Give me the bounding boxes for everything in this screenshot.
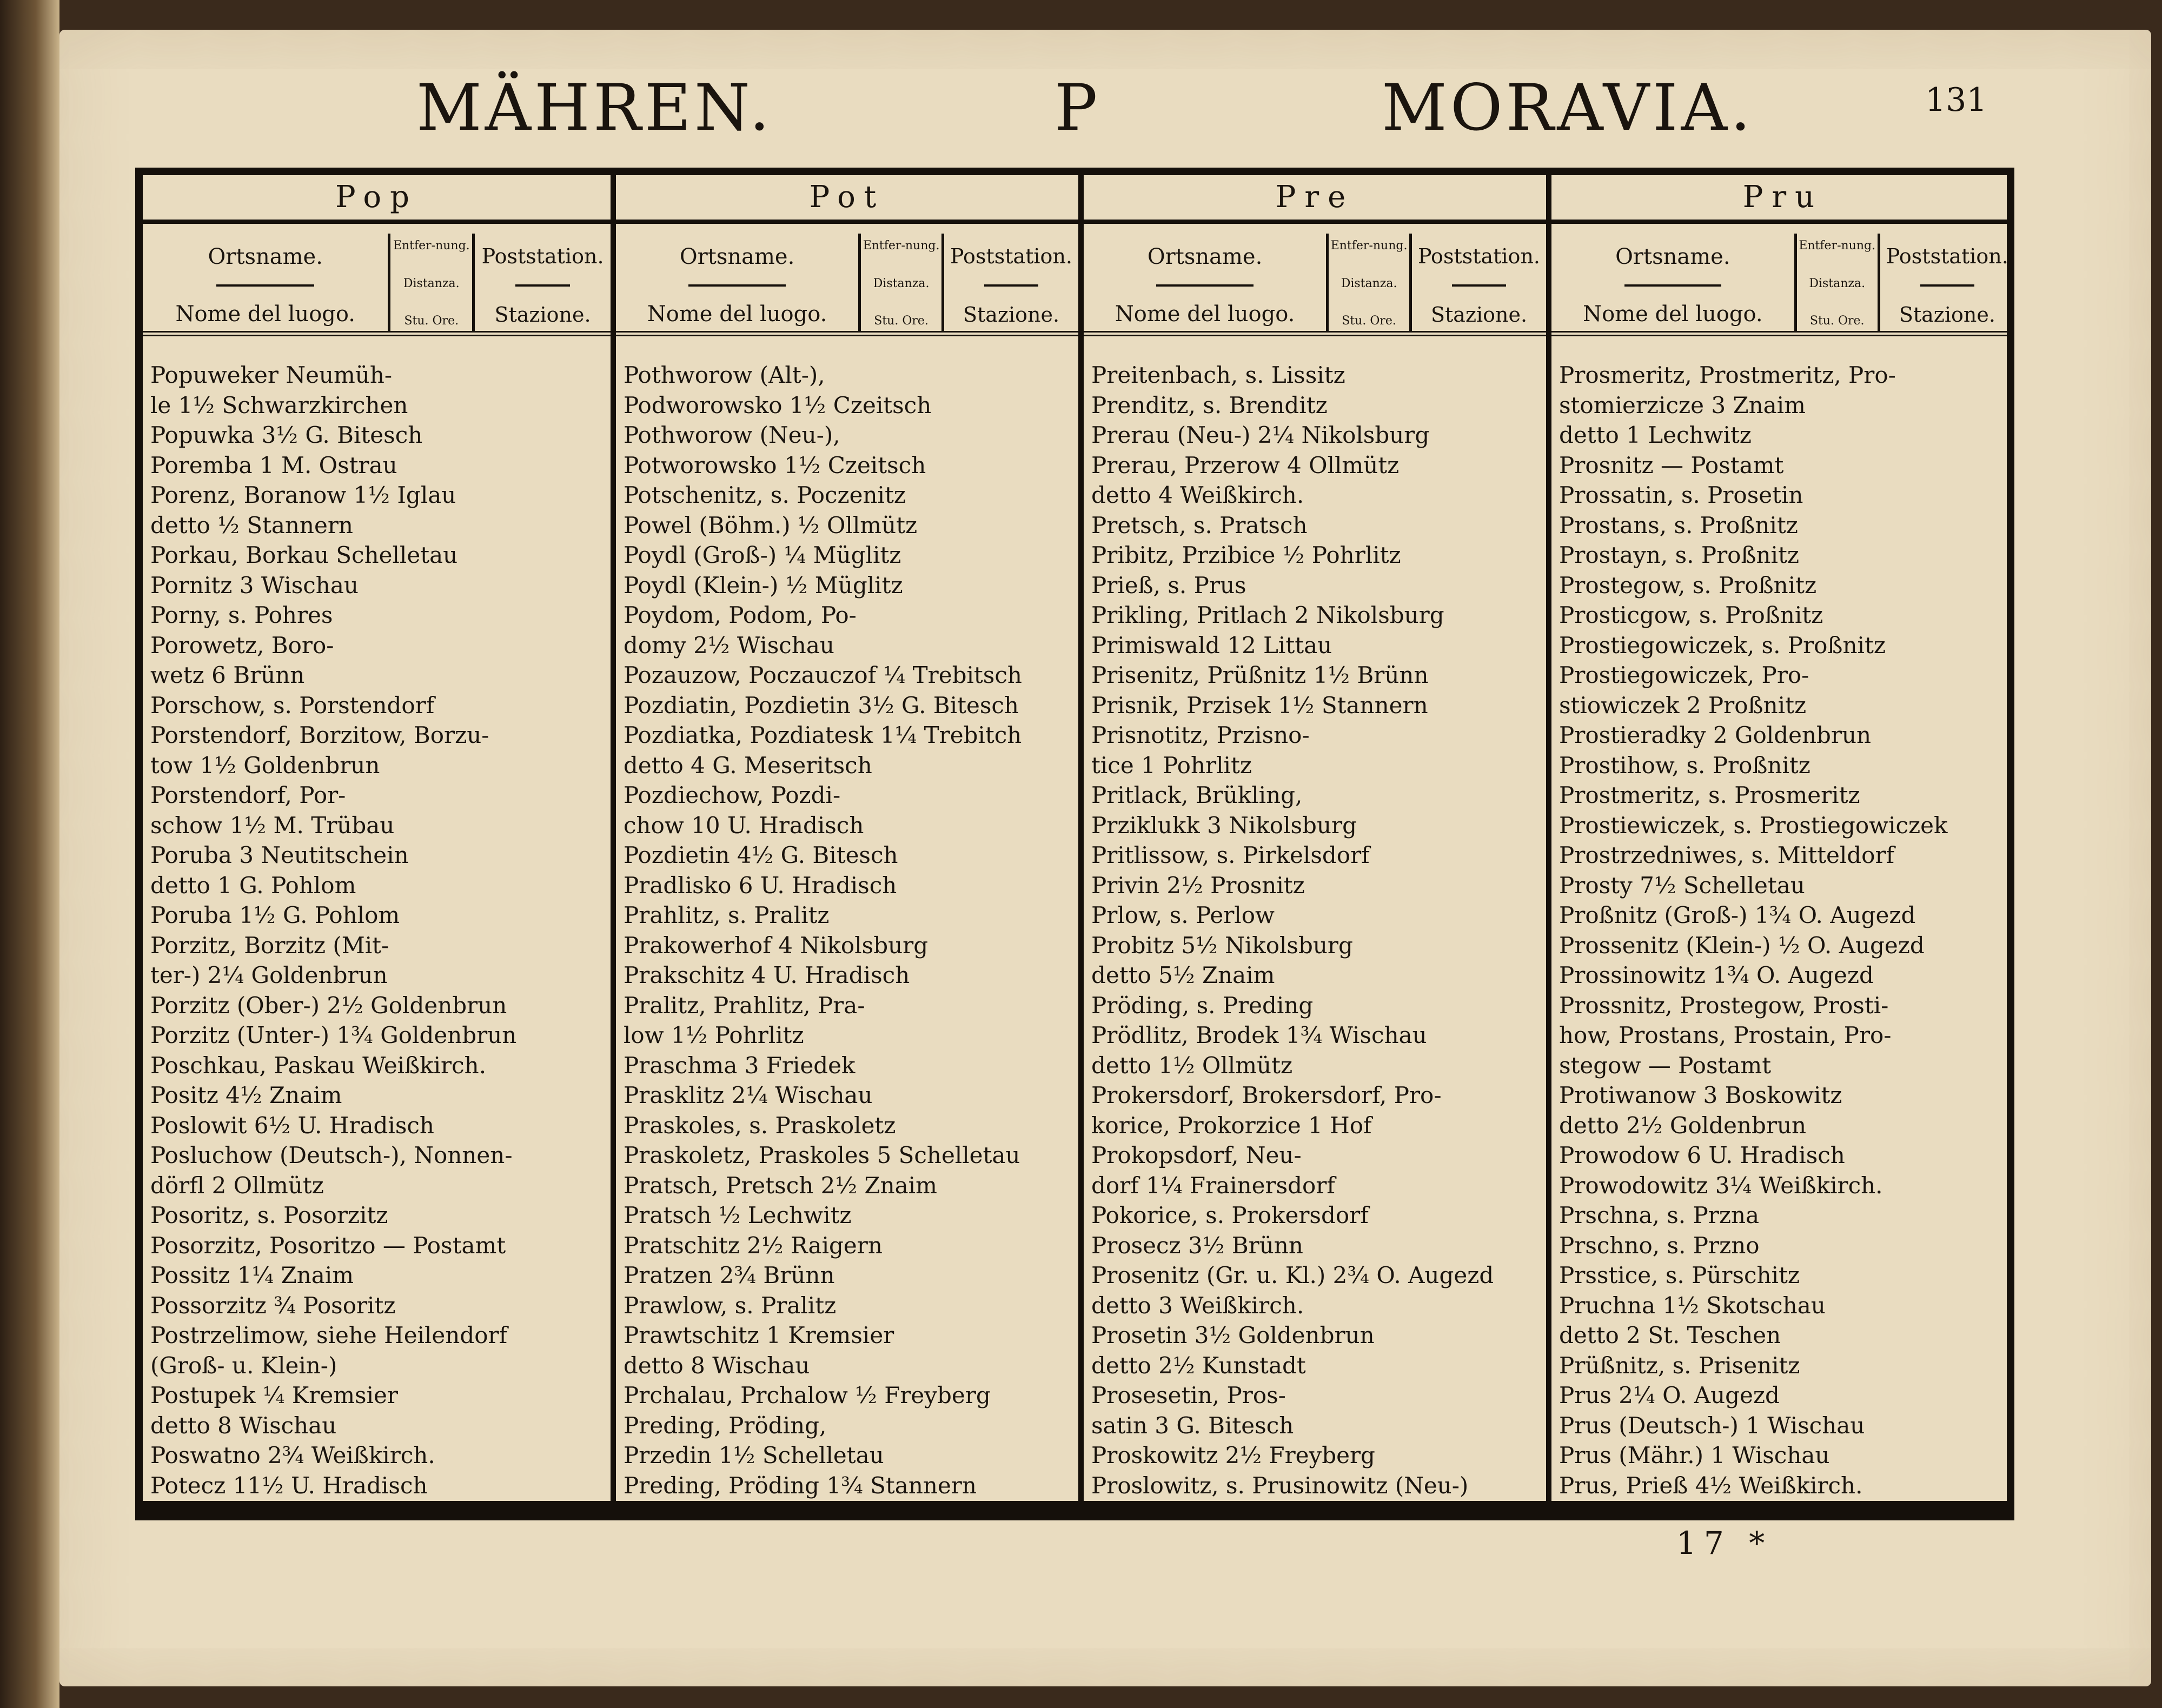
header-post-it: Stazione. [1430, 303, 1528, 327]
header-dist-de: Entfer-nung. [1799, 239, 1876, 252]
header-dist-it: Distanza. [873, 276, 930, 290]
header-name-it: Nome del luogo. [175, 302, 355, 327]
list-item: Popuweker Neumüh- [150, 362, 393, 388]
list-item: Porowetz, Boro- [150, 632, 334, 659]
list-item: Pretsch, s. Pratsch [1091, 511, 1308, 539]
header-name-cell [1084, 234, 1329, 331]
header-dist-de: Entfer-nung. [393, 239, 470, 252]
header-post-cell [1412, 234, 1546, 331]
column-title: Pre [1084, 175, 1546, 224]
list-item: Prus (Deutsch-) 1 Wischau [1559, 1412, 1865, 1439]
list-item: Pokorice, s. Prokersdorf [1091, 1202, 1369, 1228]
list-item: Preitenbach, s. Lissitz [1091, 362, 1345, 388]
list-item: Prokersdorf, Brokersdorf, Pro- [1091, 1082, 1442, 1108]
list-item: Porzitz (Unter-) 1¾ Goldenbrun [150, 1022, 517, 1048]
book-spine [0, 0, 59, 1708]
list-item: Prosesetin, Pros- [1091, 1382, 1286, 1408]
list-item: detto 1 Lechwitz [1559, 422, 1752, 448]
header-dash [1920, 284, 1974, 287]
list-item: Prlow, s. Perlow [1091, 902, 1275, 928]
entry-list [1084, 336, 1546, 1500]
list-item: Pozdietin 4½ G. Bitesch [624, 842, 898, 868]
list-item: Praschma 3 Friedek [624, 1052, 855, 1079]
list-item: Porzitz (Ober-) 2½ Goldenbrun [150, 992, 507, 1019]
list-item: Prostmeritz, s. Prosmeritz [1559, 782, 1860, 808]
list-item: Porstendorf, Por- [150, 782, 346, 808]
column-header [1084, 234, 1546, 336]
list-item: Pothworow (Neu-), [624, 422, 840, 448]
page-number: 131 [1925, 81, 1987, 119]
list-item: schow 1½ M. Trübau [150, 812, 395, 839]
list-item: Poruba 3 Neutitschein [150, 842, 409, 868]
column-pot [611, 175, 1078, 1501]
list-item: Porenz, Boranow 1½ Iglau [150, 482, 456, 508]
list-item: Prasklitz 2¼ Wischau [624, 1082, 873, 1108]
list-item: Proslowitz, s. Prusinowitz (Neu-) [1091, 1472, 1469, 1499]
list-item: Proskowitz 2½ Freyberg [1091, 1442, 1375, 1468]
list-item: le 1½ Schwarzkirchen [150, 391, 408, 418]
header-name-it: Nome del luogo. [1115, 302, 1295, 327]
list-item: domy 2½ Wischau [624, 632, 834, 659]
list-item: Potworowsko 1½ Czeitsch [624, 451, 926, 478]
header-post-de: Poststation. [950, 244, 1072, 268]
list-item: Prchalau, Prchalow ½ Freyberg [624, 1382, 991, 1408]
header-dist-units: Stu. Ore. [404, 314, 459, 328]
list-item: dorf 1¼ Frainersdorf [1091, 1172, 1335, 1199]
list-item: Poslowit 6½ U. Hradisch [150, 1112, 434, 1139]
list-item: Pruchna 1½ Skotschau [1559, 1292, 1826, 1319]
list-item: Prsstice, s. Pürschitz [1559, 1262, 1800, 1288]
header-post-de: Poststation. [1418, 244, 1540, 268]
list-item: chow 10 U. Hradisch [624, 812, 864, 839]
list-item: Prus 2¼ O. Augezd [1559, 1382, 1780, 1408]
list-item: Prostans, s. Proßnitz [1559, 511, 1798, 539]
list-item: Pratschitz 2½ Raigern [624, 1232, 883, 1259]
list-item: Popuwka 3½ G. Bitesch [150, 422, 423, 448]
header-distance-cell [1797, 234, 1880, 331]
list-item: Possorzitz ¾ Posoritz [150, 1292, 396, 1319]
list-item: Prakschitz 4 U. Hradisch [624, 962, 910, 988]
list-item: Prschna, s. Przna [1559, 1202, 1760, 1228]
list-item: Prieß, s. Prus [1091, 571, 1246, 599]
list-item: Pröding, s. Preding [1091, 992, 1314, 1019]
list-item: detto 1 G. Pohlom [150, 872, 356, 899]
column-title: Pop [143, 175, 611, 224]
list-item: detto 2½ Goldenbrun [1559, 1112, 1807, 1139]
header-post-it: Stazione. [963, 303, 1060, 327]
list-item: Pozdiatin, Pozdietin 3½ G. Bitesch [624, 692, 1019, 719]
header-dist-units: Stu. Ore. [874, 314, 929, 328]
list-item: Prawlow, s. Pralitz [624, 1292, 837, 1319]
list-item: Prosecz 3½ Brünn [1091, 1232, 1303, 1259]
header-name-de: Ortsname. [208, 244, 323, 269]
list-item: Porzitz, Borzitz (Mit- [150, 932, 389, 959]
list-item: Poruba 1½ G. Pohlom [150, 902, 400, 928]
list-item: Prowodow 6 U. Hradisch [1559, 1142, 1845, 1168]
list-item: Prokopsdorf, Neu- [1091, 1142, 1302, 1168]
list-item: detto 2½ Kunstadt [1091, 1352, 1306, 1379]
header-post-cell [944, 234, 1078, 331]
page-header [0, 70, 2162, 151]
header-dash [1156, 284, 1253, 287]
entry-list [143, 336, 611, 1500]
header-distance-cell [1329, 234, 1412, 331]
header-dash [688, 284, 785, 287]
list-item: Positz 4½ Znaim [150, 1082, 342, 1108]
list-item: Pritlissow, s. Pirkelsdorf [1091, 842, 1370, 868]
list-item: Poswatno 2¾ Weißkirch. [150, 1442, 435, 1468]
list-item: Porny, s. Pohres [150, 602, 333, 628]
list-item: Prenditz, s. Brenditz [1091, 391, 1328, 418]
list-item: Prossenitz (Klein-) ½ O. Augezd [1559, 932, 1925, 959]
list-item: Pribitz, Przibice ½ Pohrlitz [1091, 542, 1401, 568]
header-name-de: Ortsname. [1615, 244, 1730, 269]
list-item: Prossinowitz 1¾ O. Augezd [1559, 962, 1874, 988]
list-item: detto 8 Wischau [150, 1412, 337, 1439]
list-item: Pozdiechow, Pozdi- [624, 782, 841, 808]
list-item: detto 4 Weißkirch. [1091, 482, 1304, 508]
header-post-it: Stazione. [494, 303, 591, 327]
header-distance-cell [861, 234, 944, 331]
signature-mark: 17 * [1676, 1525, 1773, 1561]
header-dash [216, 284, 314, 287]
list-item: Posorzitz, Posoritzo — Postamt [150, 1232, 506, 1259]
list-item: how, Prostans, Prostain, Pro- [1559, 1022, 1892, 1048]
column-header [616, 234, 1078, 336]
list-item: (Groß- u. Klein-) [150, 1352, 337, 1379]
list-item: Prostiegowiczek, Pro- [1559, 662, 1809, 688]
header-name-de: Ortsname. [679, 244, 795, 269]
list-item: Prziklukk 3 Nikolsburg [1091, 812, 1357, 839]
column-title: Pot [616, 175, 1078, 224]
list-item: Prisnotitz, Przisno- [1091, 722, 1310, 748]
list-item: Potschenitz, s. Poczenitz [624, 482, 906, 508]
header-name-cell [616, 234, 861, 331]
entry-list [1551, 336, 2014, 1500]
header-dash [1452, 284, 1506, 287]
list-item: Preding, Pröding, [624, 1412, 827, 1439]
list-item: detto 5½ Znaim [1091, 962, 1275, 988]
list-item: low 1½ Pohrlitz [624, 1022, 804, 1048]
header-post-de: Poststation. [481, 244, 604, 268]
list-item: Prostegow, s. Proßnitz [1559, 571, 1817, 599]
list-item: Prostiegowiczek, s. Proßnitz [1559, 632, 1886, 659]
list-item: Porschow, s. Porstendorf [150, 692, 435, 719]
list-item: Privin 2½ Prosnitz [1091, 872, 1305, 899]
list-item: ter-) 2¼ Goldenbrun [150, 962, 388, 988]
list-item: Prerau, Przerow 4 Ollmütz [1091, 451, 1400, 478]
list-item: Pozauzow, Poczauczof ¼ Trebitsch [624, 662, 1022, 688]
list-item: tow 1½ Goldenbrun [150, 752, 380, 779]
list-item: Prosenitz (Gr. u. Kl.) 2¾ O. Augezd [1091, 1262, 1494, 1288]
list-item: Prostayn, s. Proßnitz [1559, 542, 1799, 568]
list-item: wetz 6 Brünn [150, 662, 305, 688]
list-item: Proßnitz (Groß-) 1¾ O. Augezd [1559, 902, 1916, 928]
header-name-cell [1551, 234, 1797, 331]
list-item: Prerau (Neu-) 2¼ Nikolsburg [1091, 422, 1430, 448]
list-item: Porstendorf, Borzitow, Borzu- [150, 722, 489, 748]
list-item: stomierzicze 3 Znaim [1559, 391, 1806, 418]
list-item: Prus (Mähr.) 1 Wischau [1559, 1442, 1830, 1468]
bottom-rule [135, 1508, 2014, 1520]
column-pru [1546, 175, 2014, 1501]
list-item: Prikling, Pritlach 2 Nikolsburg [1091, 602, 1444, 628]
header-dist-units: Stu. Ore. [1342, 314, 1396, 328]
list-item: Prakowerhof 4 Nikolsburg [624, 932, 929, 959]
list-item: Prossatin, s. Prosetin [1559, 482, 1803, 508]
list-item: Postrzelimow, siehe Heilendorf [150, 1322, 508, 1348]
column-header [1551, 234, 2014, 336]
header-post-cell [1880, 234, 2014, 331]
list-item: Pralitz, Prahlitz, Pra- [624, 992, 865, 1019]
list-item: Praskoles, s. Praskoletz [624, 1112, 896, 1139]
list-item: Prosnitz — Postamt [1559, 451, 1784, 478]
header-dash [1624, 284, 1721, 287]
header-dash [515, 284, 569, 287]
list-item: Prostihow, s. Proßnitz [1559, 752, 1810, 779]
gazetteer-table [135, 168, 2014, 1508]
list-item: Praskoletz, Praskoles 5 Schelletau [624, 1142, 1020, 1168]
list-item: stiowiczek 2 Proßnitz [1559, 692, 1807, 719]
header-post-it: Stazione. [1899, 303, 1995, 327]
header-dist-it: Distanza. [1341, 276, 1397, 290]
list-item: Prödlitz, Brodek 1¾ Wischau [1091, 1022, 1427, 1048]
list-item: Posoritz, s. Posorzitz [150, 1202, 388, 1228]
list-item: Prosty 7½ Schelletau [1559, 872, 1805, 899]
list-item: Prisenitz, Prüßnitz 1½ Brünn [1091, 662, 1429, 688]
list-item: Poydl (Klein-) ½ Müglitz [624, 571, 903, 599]
header-post-cell [475, 234, 611, 331]
list-item: Pozdiatka, Pozdiatesk 1¼ Trebitch [624, 722, 1022, 748]
list-item: Pothworow (Alt-), [624, 362, 825, 388]
list-item: Poydl (Groß-) ¼ Müglitz [624, 542, 901, 568]
list-item: Pratsch ½ Lechwitz [624, 1202, 852, 1228]
header-german-title: MÄHREN. [416, 70, 773, 145]
list-item: Primiswald 12 Littau [1091, 632, 1332, 659]
column-header [143, 234, 611, 336]
list-item: Pradlisko 6 U. Hradisch [624, 872, 897, 899]
list-item: detto 3 Weißkirch. [1091, 1292, 1304, 1319]
list-item: Porkau, Borkau Schelletau [150, 542, 458, 568]
list-item: detto 8 Wischau [624, 1352, 810, 1379]
column-title: Pru [1551, 175, 2014, 224]
list-item: Prawtschitz 1 Kremsier [624, 1322, 894, 1348]
list-item: Powel (Böhm.) ½ Ollmütz [624, 511, 918, 539]
list-item: Poremba 1 M. Ostrau [150, 451, 397, 478]
list-item: Preding, Pröding 1¾ Stannern [624, 1472, 977, 1499]
list-item: Prisnik, Przisek 1½ Stannern [1091, 692, 1428, 719]
header-dist-de: Entfer-nung. [863, 239, 940, 252]
header-name-it: Nome del luogo. [647, 302, 827, 327]
list-item: Probitz 5½ Nikolsburg [1091, 932, 1353, 959]
list-item: Possitz 1¼ Znaim [150, 1262, 354, 1288]
list-item: Prahlitz, s. Pralitz [624, 902, 830, 928]
list-item: Poydom, Podom, Po- [624, 602, 857, 628]
list-item: Pornitz 3 Wischau [150, 571, 359, 599]
list-item: Poschkau, Paskau Weißkirch. [150, 1052, 487, 1079]
list-item: satin 3 G. Bitesch [1091, 1412, 1294, 1439]
list-item: Podworowsko 1½ Czeitsch [624, 391, 932, 418]
list-item: Protiwanow 3 Boskowitz [1559, 1082, 1842, 1108]
list-item: Pritlack, Brükling, [1091, 782, 1303, 808]
column-pop [143, 175, 611, 1501]
list-item: Prowodowitz 3¼ Weißkirch. [1559, 1172, 1883, 1199]
list-item: Prostrzedniwes, s. Mitteldorf [1559, 842, 1895, 868]
header-dist-units: Stu. Ore. [1809, 314, 1865, 328]
list-item: Prostieradky 2 Goldenbrun [1559, 722, 1872, 748]
list-item: Postupek ¼ Kremsier [150, 1382, 398, 1408]
header-distance-cell [390, 234, 475, 331]
list-item: Prschno, s. Przno [1559, 1232, 1760, 1259]
header-latin-title: MORAVIA. [1382, 70, 1754, 145]
list-item: Pratzen 2¾ Brünn [624, 1262, 835, 1288]
list-item: Prus, Prieß 4½ Weißkirch. [1559, 1472, 1863, 1499]
list-item: Prüßnitz, s. Prisenitz [1559, 1352, 1800, 1379]
header-letter: P [1055, 70, 1101, 145]
entry-list [616, 336, 1078, 1500]
list-item: tice 1 Pohrlitz [1091, 752, 1252, 779]
list-item: Prostiewiczek, s. Prostiegowiczek [1559, 812, 1948, 839]
list-item: Prosetin 3½ Goldenbrun [1091, 1322, 1375, 1348]
header-dist-it: Distanza. [403, 276, 460, 290]
header-name-it: Nome del luogo. [1583, 302, 1763, 327]
list-item: detto 1½ Ollmütz [1091, 1052, 1293, 1079]
header-name-cell [143, 234, 390, 331]
list-item: Pratsch, Pretsch 2½ Znaim [624, 1172, 937, 1199]
list-item: Przedin 1½ Schelletau [624, 1442, 884, 1468]
list-item: detto 4 G. Meseritsch [624, 752, 872, 779]
header-dist-de: Entfer-nung. [1330, 239, 1408, 252]
list-item: detto ½ Stannern [150, 511, 353, 539]
header-name-de: Ortsname. [1147, 244, 1263, 269]
list-item: Prosmeritz, Prostmeritz, Pro- [1559, 362, 1896, 388]
list-item: Posluchow (Deutsch-), Nonnen- [150, 1142, 513, 1168]
list-item: detto 2 St. Teschen [1559, 1322, 1781, 1348]
list-item: dörfl 2 Ollmütz [150, 1172, 324, 1199]
header-dash [984, 284, 1038, 287]
header-post-de: Poststation. [1886, 244, 2008, 268]
header-dist-it: Distanza. [1809, 276, 1866, 290]
list-item: stegow — Postamt [1559, 1052, 1772, 1079]
column-pre [1078, 175, 1546, 1501]
list-item: Prosticgow, s. Proßnitz [1559, 602, 1823, 628]
list-item: Potecz 11½ U. Hradisch [150, 1472, 428, 1499]
list-item: Prossnitz, Prostegow, Prosti- [1559, 992, 1889, 1019]
list-item: korice, Prokorzice 1 Hof [1091, 1112, 1372, 1139]
